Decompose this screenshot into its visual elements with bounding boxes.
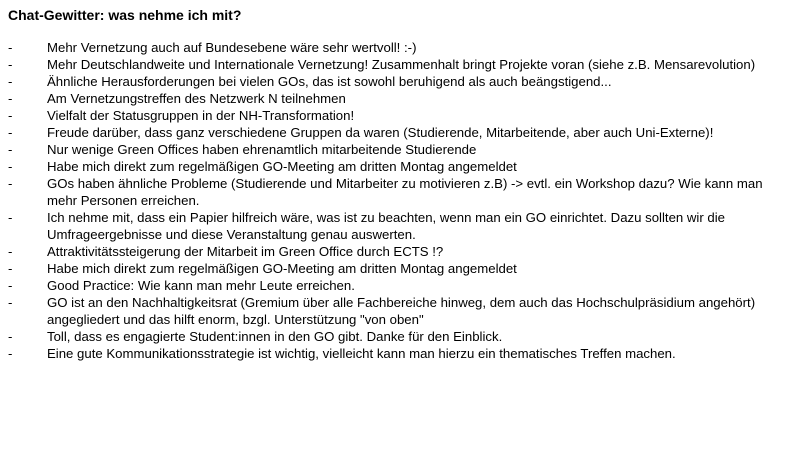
list-item-text: Mehr Vernetzung auch auf Bundesebene wäre sehr wertvoll! :-) (47, 40, 417, 55)
list-item (0, 345, 800, 362)
list-item-text: Am Vernetzungstreffen des Netzwerk N teilnehmen (47, 91, 346, 106)
bullet-dash: - (8, 210, 13, 225)
list-item-text: Freude darüber, dass ganz verschiedene Gruppen da waren (Studierende, Mitarbeitende, aber auch Uni-Externe)! (47, 125, 714, 140)
list-item (0, 260, 800, 277)
bullet-dash: - (8, 346, 13, 361)
list-item (0, 107, 800, 124)
list-item-text: Toll, dass es engagierte Student:innen in den GO gibt. Danke für den Einblick. (47, 329, 503, 344)
bullet-dash: - (8, 91, 13, 106)
list-item-text: GOs haben ähnliche Probleme (Studierende und Mitarbeiter zu motivieren z.B) -> evtl. ein Workshop dazu? Wie kann man mehr Personen erreichen. (47, 176, 763, 208)
list-item (0, 90, 800, 107)
list-item-text: Nur wenige Green Offices haben ehrenamtlich mitarbeitende Studierende (47, 142, 477, 157)
bullet-dash: - (8, 125, 13, 140)
bullet-dash: - (8, 295, 13, 310)
list-item-text: Good Practice: Wie kann man mehr Leute erreichen. (47, 278, 355, 293)
list-item-text: Habe mich direkt zum regelmäßigen GO-Meeting am dritten Montag angemeldet (47, 261, 517, 276)
bullet-dash: - (8, 108, 13, 123)
list-item (0, 294, 800, 328)
bullet-dash: - (8, 74, 13, 89)
list-item (0, 243, 800, 260)
bullet-dash: - (8, 159, 13, 174)
slide-title: Chat-Gewitter: was nehme ich mit? (8, 7, 242, 23)
bullet-dash: - (8, 142, 13, 157)
bullet-dash: - (8, 329, 13, 344)
list-item (0, 73, 800, 90)
list-item (0, 56, 800, 73)
list-item (0, 39, 800, 56)
list-item-text: Ich nehme mit, dass ein Papier hilfreich wäre, was ist zu beachten, wenn man ein GO einrichtet. Dazu sollten wir die Umfrageergebnisse und diese Veranstaltung genau auswerten. (47, 210, 726, 242)
list-item (0, 124, 800, 141)
bullet-dash: - (8, 278, 13, 293)
list-item (0, 175, 800, 209)
bullet-dash: - (8, 57, 13, 72)
bullet-dash: - (8, 244, 13, 259)
list-item-text: Vielfalt der Statusgruppen in der NH-Transformation! (47, 108, 355, 123)
list-item-text: Habe mich direkt zum regelmäßigen GO-Meeting am dritten Montag angemeldet (47, 159, 517, 174)
bullet-list (0, 39, 800, 362)
list-item-text: Eine gute Kommunikationsstrategie ist wichtig, vielleicht kann man hierzu ein thematisches Treffen machen. (47, 346, 676, 361)
bullet-dash: - (8, 261, 13, 276)
list-item (0, 158, 800, 175)
list-item (0, 277, 800, 294)
list-item-text: Attraktivitätssteigerung der Mitarbeit im Green Office durch ECTS !? (47, 244, 444, 259)
list-item-text: GO ist an den Nachhaltigkeitsrat (Gremium über alle Fachbereiche hinweg, dem auch das Hochschulpräsidium angehört) angegliedert und das hilft enorm, bzgl. Unterstützung "von oben" (47, 295, 756, 327)
list-item-text: Mehr Deutschlandweite und Internationale Vernetzung! Zusammenhalt bringt Projekte voran (siehe z.B. Mensarevolution) (47, 57, 756, 72)
list-item (0, 141, 800, 158)
bullet-dash: - (8, 40, 13, 55)
bullet-dash: - (8, 176, 13, 191)
list-item (0, 328, 800, 345)
list-item (0, 209, 800, 243)
list-item-text: Ähnliche Herausforderungen bei vielen GOs, das ist sowohl beruhigend als auch beängstigend... (47, 74, 612, 89)
